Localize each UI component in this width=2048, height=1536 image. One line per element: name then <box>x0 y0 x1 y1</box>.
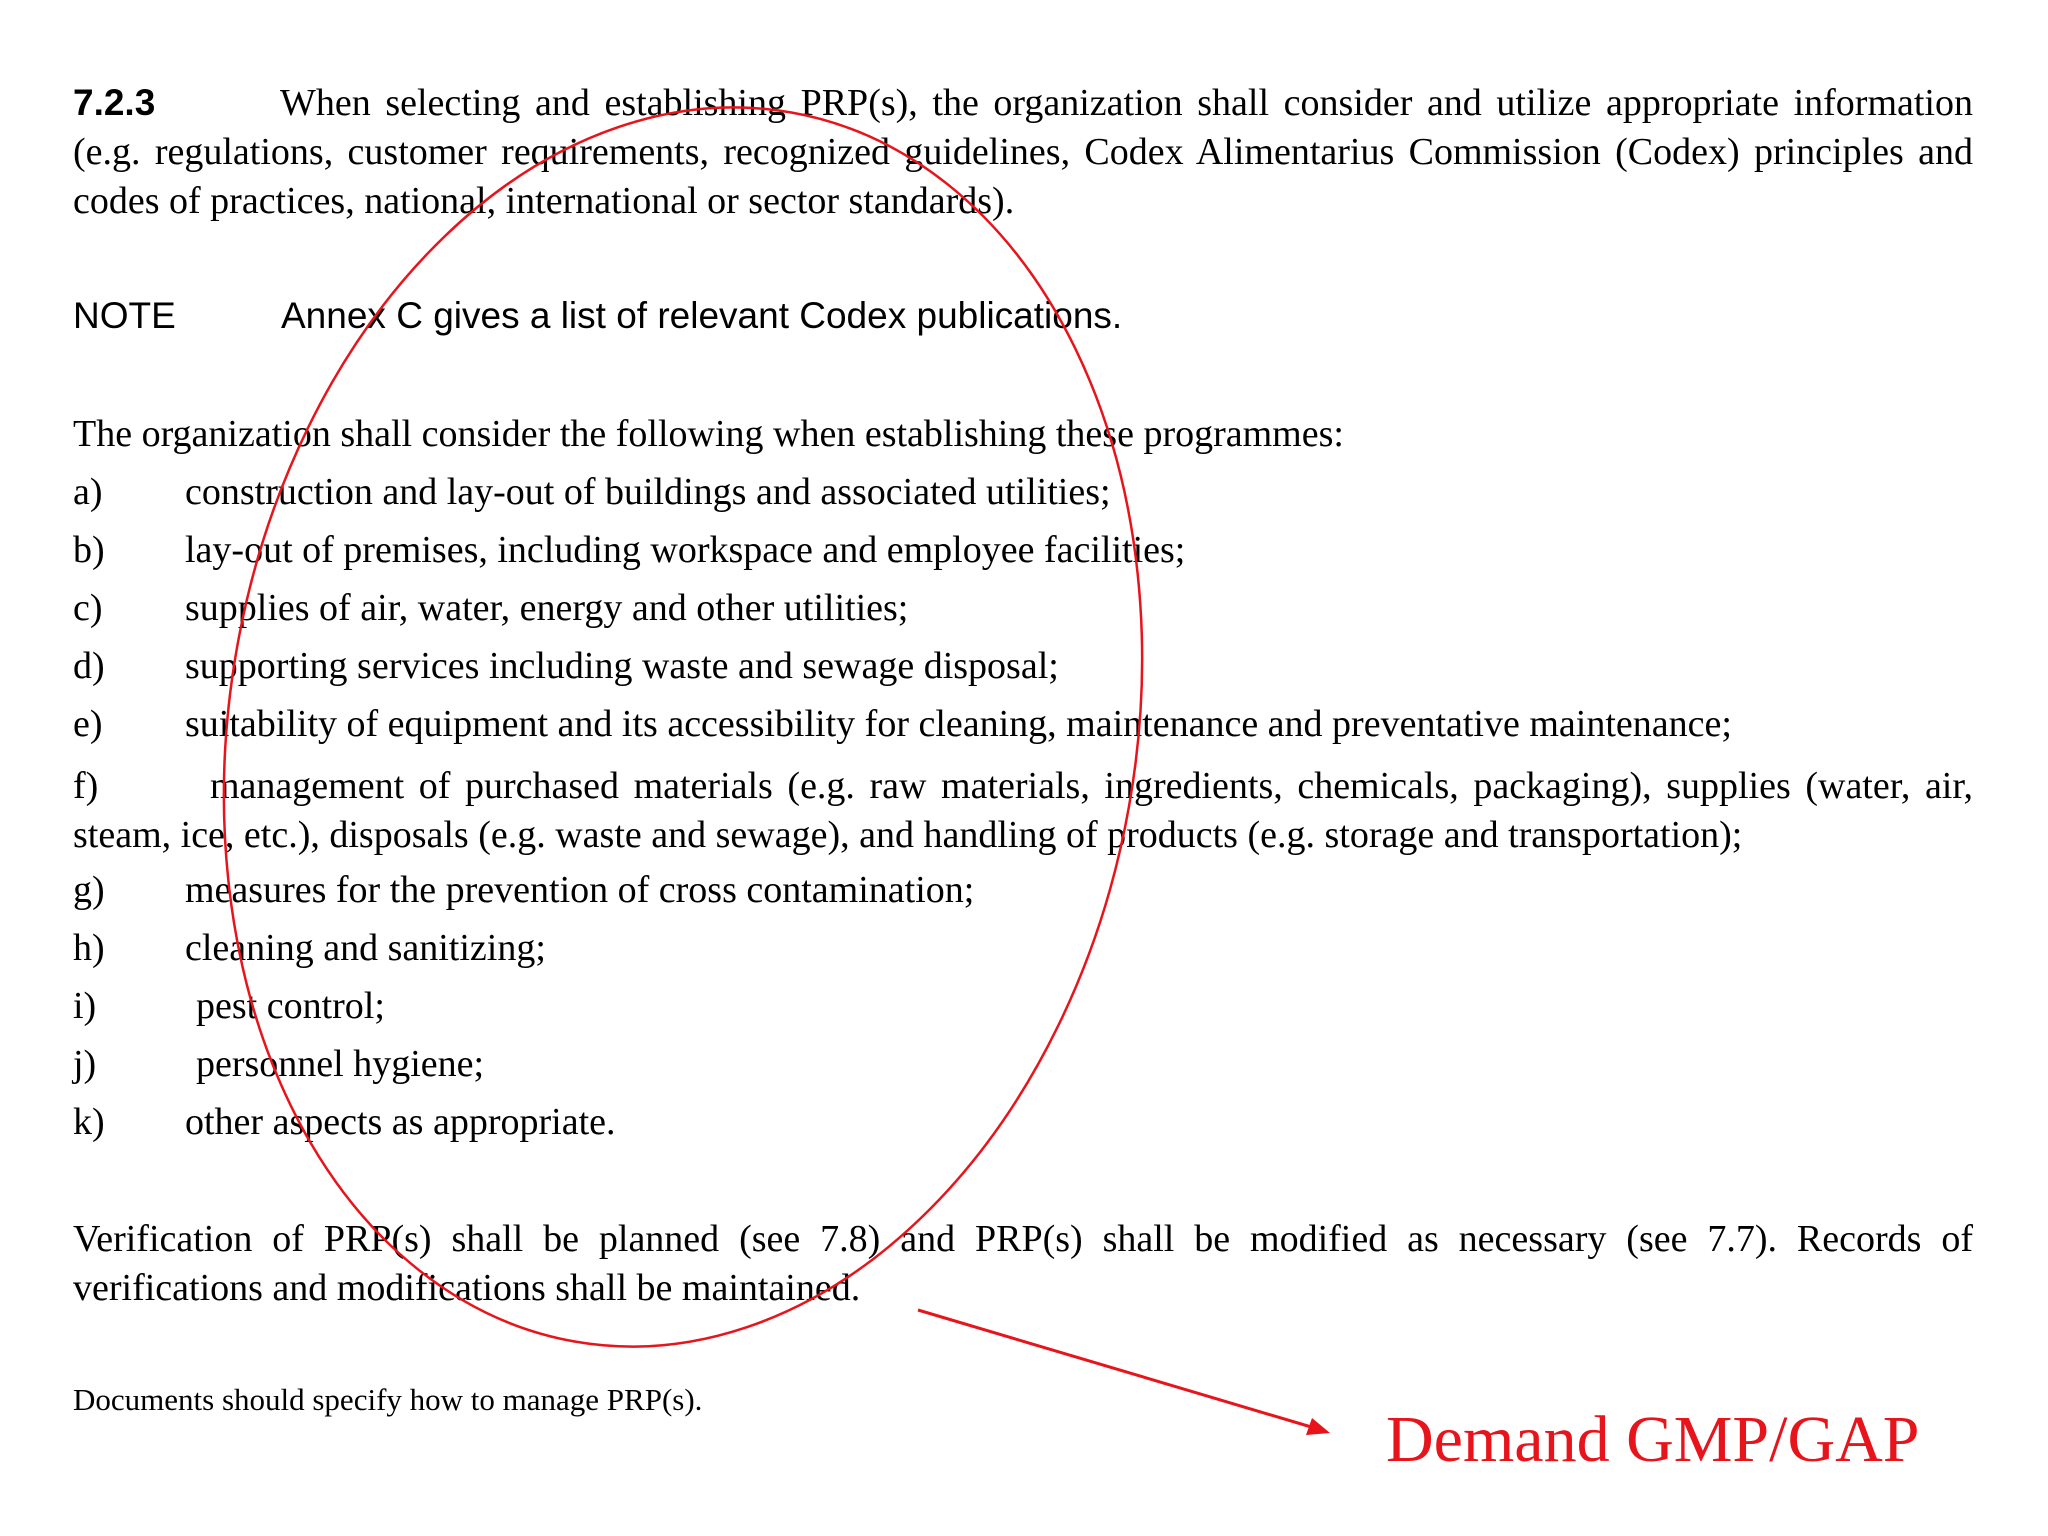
note-label: NOTE <box>73 295 176 336</box>
list-item-label: g) <box>73 869 105 911</box>
list-item-text: cleaning and sanitizing; <box>185 927 546 969</box>
list-item-text: suitability of equipment and its accessibility for cleaning, maintenance and preventative maintenance; <box>185 703 1732 745</box>
list-item-text: personnel hygiene; <box>196 1043 485 1085</box>
list-item-text: lay-out of premises, including workspace and employee facilities; <box>185 529 1186 571</box>
documents-note: Documents should specify how to manage PRP(s). <box>73 1382 703 1417</box>
annotation-label: Demand GMP/GAP <box>1386 1403 1920 1476</box>
list-item-label: a) <box>73 471 103 513</box>
list-item-j <box>73 1040 484 1088</box>
list-item-label: d) <box>73 645 105 687</box>
list-item-e <box>73 700 1732 748</box>
clause-text: When selecting and establishing PRP(s), the organization shall consider and utilize appropriate information (e.g. regulations, customer requirements, recognized guidelines, Codex Alimentarius Commission (Codex) principles and codes of practices, national, international or sector standards). <box>73 82 1973 222</box>
list-item-text: pest control; <box>196 985 385 1027</box>
clause-number: 7.2.3 <box>73 82 156 123</box>
list-item-label: e) <box>73 703 103 745</box>
list-item-label: i) <box>73 985 97 1027</box>
list-item-i <box>73 982 385 1030</box>
list-item-label: c) <box>73 587 103 629</box>
list-item-h <box>73 924 546 972</box>
list-item-text: management of purchased materials (e.g. raw materials, ingredients, chemicals, packaging), supplies (water, air, steam, ice, etc.), disposals (e.g. waste and sewage), and handling of products (e.g. storage and transportation); <box>73 765 1973 856</box>
note-text: Annex C gives a list of relevant Codex publications. <box>281 295 1123 336</box>
list-intro: The organization shall consider the following when establishing these programmes: <box>73 413 1344 455</box>
list-item-d <box>73 642 1059 690</box>
verification-paragraph: Verification of PRP(s) shall be planned (see 7.8) and PRP(s) shall be modified as necessary (see 7.7). Records of verifications and modifications shall be maintained. <box>73 1218 1973 1309</box>
list-item-c <box>73 584 908 632</box>
list-item-text: measures for the prevention of cross contamination; <box>185 869 975 911</box>
list-item-label: k) <box>73 1101 105 1143</box>
annotation-arrowhead <box>1306 1418 1330 1435</box>
clause-7-2-3 <box>73 78 1973 226</box>
list-item-text: other aspects as appropriate. <box>185 1101 616 1143</box>
list-item-k <box>73 1098 616 1146</box>
list-item-f <box>73 762 1973 860</box>
note <box>73 292 1122 340</box>
list-item-text: construction and lay-out of buildings and associated utilities; <box>185 471 1111 513</box>
list-item-label: j) <box>73 1043 97 1085</box>
list-item-a <box>73 468 1111 516</box>
list-item-text: supporting services including waste and sewage disposal; <box>185 645 1059 687</box>
list-item-text: supplies of air, water, energy and other utilities; <box>185 587 909 629</box>
list-item-label: h) <box>73 927 105 969</box>
list-item-label: b) <box>73 529 105 571</box>
list-item-g <box>73 866 974 914</box>
annotation-arrow-line <box>918 1310 1318 1429</box>
list-item-label: f) <box>73 765 99 807</box>
list-item-b <box>73 526 1185 574</box>
